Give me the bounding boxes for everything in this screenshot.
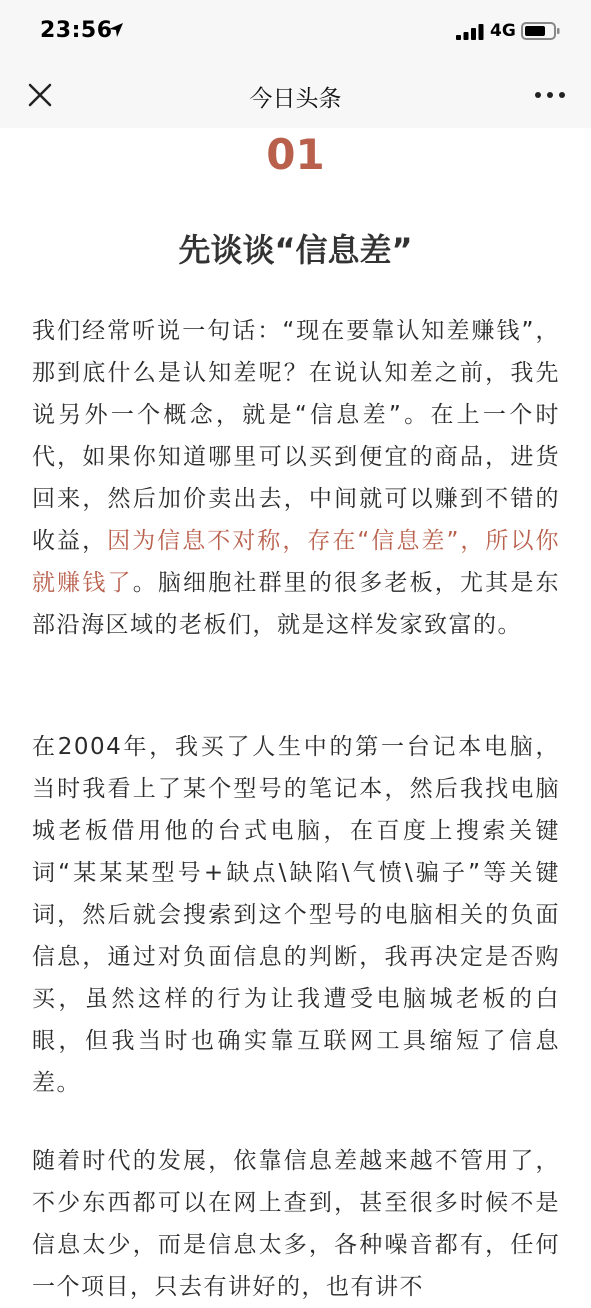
signal-icon bbox=[456, 24, 484, 40]
more-icon[interactable] bbox=[530, 77, 570, 113]
nav-title: 今日头条 bbox=[249, 86, 342, 112]
nav-bar bbox=[0, 62, 591, 128]
highlighted-text: 因为信息不对称，存在“信息差”，所以你就赚钱了 bbox=[32, 528, 560, 596]
section-title: 先谈谈“信息差” bbox=[178, 231, 413, 269]
status-bar bbox=[0, 0, 591, 62]
status-time: 23:56 bbox=[40, 18, 113, 43]
article-content bbox=[0, 128, 591, 1300]
network-label: 4G bbox=[490, 21, 516, 41]
battery-icon bbox=[521, 21, 561, 41]
paragraph-text: 。脑细胞社群里的很多老板，尤其是东部沿海区域的老板们，就是这样发家致富的。 bbox=[32, 570, 561, 638]
section-number: 01 bbox=[266, 130, 325, 179]
article-paragraph bbox=[32, 310, 560, 646]
location-arrow-icon bbox=[108, 22, 124, 38]
paragraph-text: 我们经常听说一句话：“现在要靠认知差赚钱”，那到底什么是认知差呢？在说认知差之前，我先说另外一个概念，就是“信息差”。在上一个时代，如果你知道哪里可以买到便宜的商品，进货回来，然后加价卖出去，中间就可以赚到不错的收益， bbox=[32, 318, 560, 554]
article-paragraph: 随着时代的发展，依靠信息差越来越不管用了，不少东西都可以在网上查到，甚至很多时候不是信息太少，而是信息太多，各种噪音都有，任何一个项目，只去有讲好的，也有讲不 bbox=[32, 1148, 560, 1300]
article-paragraph: 在2004年，我买了人生中的第一台记本电脑，当时我看上了某个型号的笔记本，然后我找电脑城老板借用他的台式电脑，在百度上搜索关键词“某某某型号+缺点\缺陷\气愤\骗子”等关键词，然后就会搜索到这个型号的电脑相关的负面信息，通过对负面信息的判断，我再决定是否购买，虽然这样的行为让我遭受电脑城老板的白眼，但我当时也确实靠互联网工具缩短了信息差。 bbox=[32, 734, 560, 1096]
